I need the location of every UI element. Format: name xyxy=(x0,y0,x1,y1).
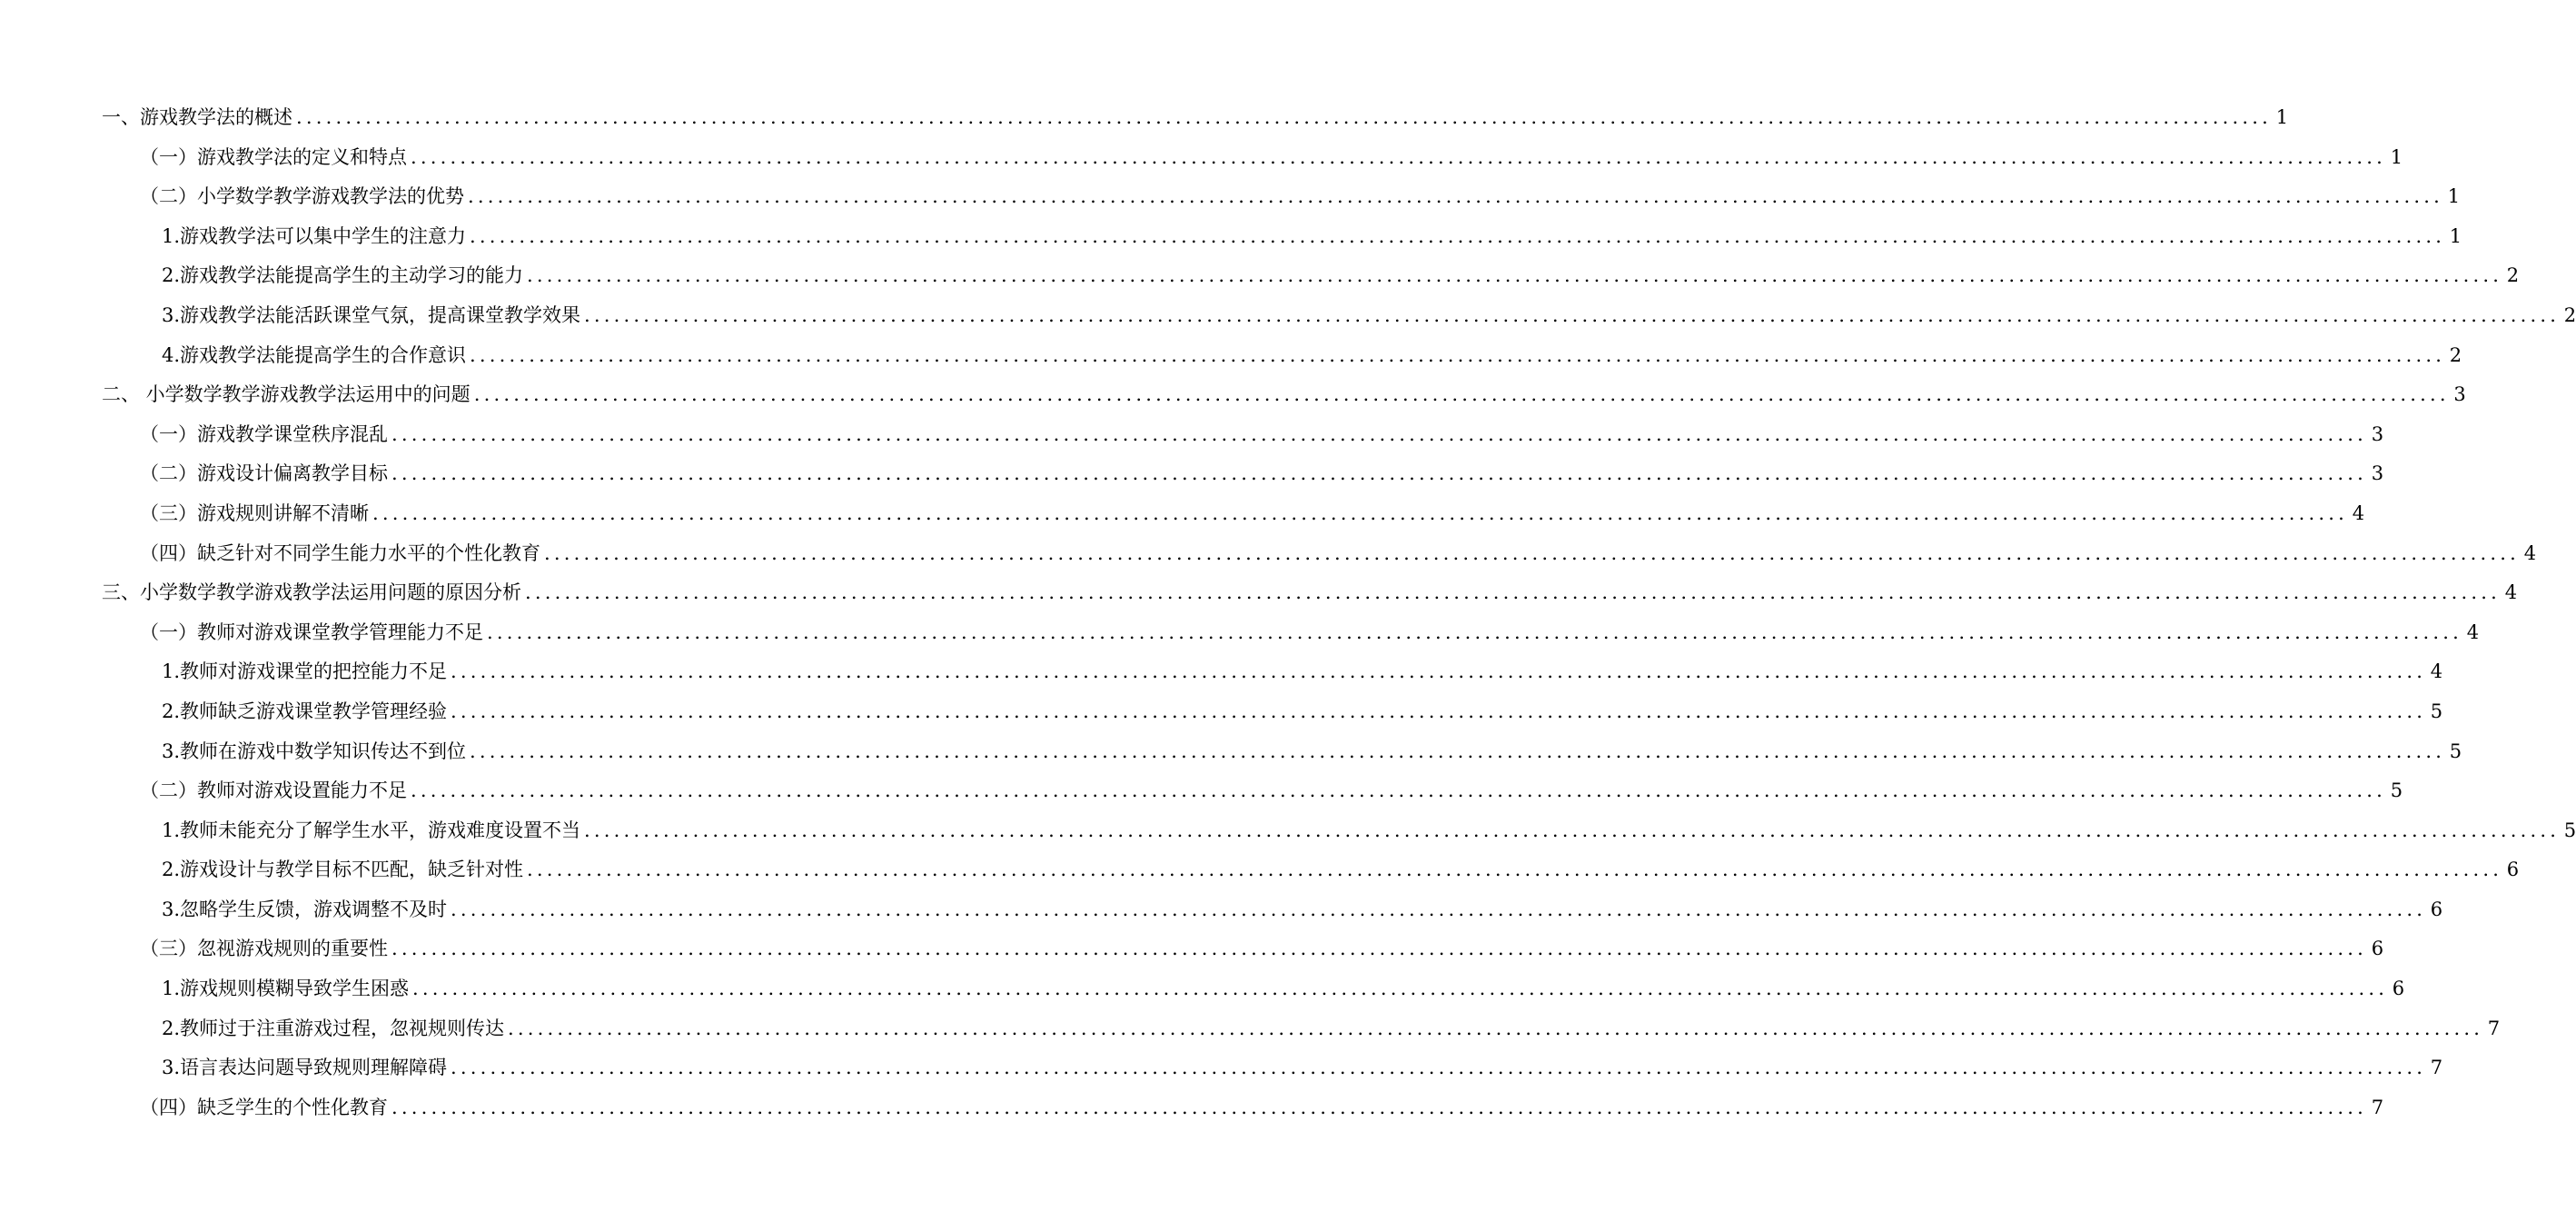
toc-entry[interactable] xyxy=(0,613,2480,653)
toc-page-number: 5 xyxy=(2390,779,2403,802)
toc-dot-leader: ........................................................................................................................................................................................................ xyxy=(391,462,2368,485)
toc-entry-title: （一）游戏教学法的定义和特点 xyxy=(140,145,407,168)
toc-entry-title: （二）小学数学教学游戏教学法的优势 xyxy=(140,185,464,208)
toc-entry[interactable] xyxy=(0,336,2462,376)
toc-entry-title: 一、游戏教学法的概述 xyxy=(102,106,292,128)
toc-page-number: 1 xyxy=(2390,145,2403,168)
toc-page-number: 3 xyxy=(2371,462,2384,485)
toc-entry[interactable] xyxy=(0,1088,2384,1128)
toc-entry-title: （一）教师对游戏课堂教学管理能力不足 xyxy=(140,620,483,643)
toc-dot-leader: ........................................................................................................................................................................................................ xyxy=(470,224,2446,247)
toc-page-number: 7 xyxy=(2487,1017,2501,1039)
toc-page-number: 6 xyxy=(2371,938,2384,960)
toc-entry[interactable] xyxy=(0,1048,2443,1088)
toc-page-number: 4 xyxy=(2430,660,2443,683)
toc-page-number: 1 xyxy=(2447,185,2461,208)
toc-dot-leader: ........................................................................................................................................................................................................ xyxy=(487,620,2463,643)
toc-entry-title: （二）游戏设计偏离教学目标 xyxy=(140,462,388,485)
toc-dot-leader: ........................................................................................................................................................................................................ xyxy=(508,1017,2484,1039)
toc-entry-title: 1.教师未能充分了解学生水平，游戏难度设置不当 xyxy=(162,819,581,841)
toc-dot-leader: ........................................................................................................................................................................................................ xyxy=(584,303,2561,326)
toc-entry[interactable] xyxy=(0,375,2466,415)
toc-entry[interactable] xyxy=(0,256,2520,296)
toc-page-number: 4 xyxy=(2504,581,2518,604)
toc-dot-leader: ........................................................................................................................................................................................................ xyxy=(451,1057,2427,1079)
toc-page-number: 5 xyxy=(2449,740,2462,762)
toc-page-number: 3 xyxy=(2453,383,2466,406)
toc-dot-leader: ........................................................................................................................................................................................................ xyxy=(391,1096,2368,1118)
toc-entry[interactable] xyxy=(0,850,2520,890)
toc-entry[interactable] xyxy=(0,534,2537,574)
toc-page-number: 1 xyxy=(2449,224,2462,247)
toc-entry[interactable] xyxy=(0,296,2576,336)
toc-entry-title: （一）游戏教学课堂秩序混乱 xyxy=(140,422,388,445)
toc-page-number: 6 xyxy=(2506,859,2520,881)
toc-entry-title: 2.游戏教学法能提高学生的主动学习的能力 xyxy=(162,264,524,287)
toc-page-number: 1 xyxy=(2275,106,2289,128)
toc-page-number: 5 xyxy=(2563,819,2576,841)
toc-page-number: 4 xyxy=(2352,501,2365,524)
toc-dot-leader: ........................................................................................................................................................................................................ xyxy=(391,422,2368,445)
toc-page-number: 4 xyxy=(2523,541,2537,564)
toc-entry-title: 2.教师缺乏游戏课堂教学管理经验 xyxy=(162,700,448,722)
toc-page-number: 7 xyxy=(2430,1057,2443,1079)
toc-entry[interactable] xyxy=(0,573,2518,613)
toc-entry-title: （三）忽视游戏规则的重要性 xyxy=(140,938,388,960)
toc-entry-title: （四）缺乏针对不同学生能力水平的个性化教育 xyxy=(140,541,540,564)
toc-dot-leader: ........................................................................................................................................................................................................ xyxy=(470,343,2446,366)
toc-entry[interactable] xyxy=(0,98,2289,138)
toc-page-number: 6 xyxy=(2430,898,2443,920)
toc-entry-title: 三、小学数学教学游戏教学法运用问题的原因分析 xyxy=(102,581,521,604)
toc-dot-leader: ........................................................................................................................................................................................................ xyxy=(525,581,2502,604)
toc-entry-title: 3.语言表达问题导致规则理解障碍 xyxy=(162,1057,448,1079)
toc-entry-title: 1.游戏规则模糊导致学生困惑 xyxy=(162,978,410,1000)
toc-entry[interactable] xyxy=(0,811,2576,851)
toc-entry[interactable] xyxy=(0,652,2443,692)
toc-dot-leader: ........................................................................................................................................................................................................ xyxy=(468,185,2444,208)
toc-entry[interactable] xyxy=(0,217,2462,257)
toc-page-number: 2 xyxy=(2449,343,2462,366)
toc-dot-leader: ........................................................................................................................................................................................................ xyxy=(372,501,2349,524)
toc-dot-leader: ........................................................................................................................................................................................................ xyxy=(412,978,2389,1000)
toc-page-number: 4 xyxy=(2466,620,2480,643)
toc-page-number: 6 xyxy=(2392,978,2405,1000)
toc-entry-title: 3.教师在游戏中数学知识传达不到位 xyxy=(162,740,467,762)
toc-dot-leader: ........................................................................................................................................................................................................ xyxy=(451,898,2427,920)
toc-entry[interactable] xyxy=(0,692,2443,732)
toc-entry[interactable] xyxy=(0,890,2443,930)
toc-entry-title: （四）缺乏学生的个性化教育 xyxy=(140,1096,388,1118)
toc-page-number: 2 xyxy=(2563,303,2576,326)
toc-page-number: 5 xyxy=(2430,700,2443,722)
toc-entry-title: 4.游戏教学法能提高学生的合作意识 xyxy=(162,343,467,366)
toc-entry-title: 3.游戏教学法能活跃课堂气氛，提高课堂教学效果 xyxy=(162,303,581,326)
toc-page-number: 7 xyxy=(2371,1096,2384,1118)
toc-dot-leader: ........................................................................................................................................................................................................ xyxy=(296,106,2273,128)
toc-entry-title: （二）教师对游戏设置能力不足 xyxy=(140,779,407,802)
table-of-contents xyxy=(0,98,2576,1127)
toc-entry[interactable] xyxy=(0,415,2384,455)
toc-entry[interactable] xyxy=(0,969,2405,1009)
toc-dot-leader: ........................................................................................................................................................................................................ xyxy=(391,938,2368,960)
toc-entry[interactable] xyxy=(0,494,2365,534)
toc-entry-title: 3.忽略学生反馈，游戏调整不及时 xyxy=(162,898,448,920)
toc-dot-leader: ........................................................................................................................................................................................................ xyxy=(470,740,2446,762)
toc-page-number: 3 xyxy=(2371,422,2384,445)
toc-page-number: 2 xyxy=(2506,264,2520,287)
toc-dot-leader: ........................................................................................................................................................................................................ xyxy=(411,145,2387,168)
toc-dot-leader: ........................................................................................................................................................................................................ xyxy=(451,660,2427,683)
toc-entry-title: 1.游戏教学法可以集中学生的注意力 xyxy=(162,224,467,247)
toc-dot-leader: ........................................................................................................................................................................................................ xyxy=(584,819,2561,841)
toc-entry-title: 2.游戏设计与教学目标不匹配，缺乏针对性 xyxy=(162,859,524,881)
toc-entry-title: 2.教师过于注重游戏过程，忽视规则传达 xyxy=(162,1017,505,1039)
toc-entry-title: 二、 小学数学教学游戏教学法运用中的问题 xyxy=(102,383,471,406)
toc-entry[interactable] xyxy=(0,1009,2501,1049)
toc-entry[interactable] xyxy=(0,177,2461,217)
toc-dot-leader: ........................................................................................................................................................................................................ xyxy=(527,859,2503,881)
toc-entry[interactable] xyxy=(0,138,2403,178)
toc-entry-title: （三）游戏规则讲解不清晰 xyxy=(140,501,369,524)
toc-entry[interactable] xyxy=(0,929,2384,969)
toc-entry[interactable] xyxy=(0,732,2462,772)
toc-entry[interactable] xyxy=(0,454,2384,494)
toc-dot-leader: ........................................................................................................................................................................................................ xyxy=(544,541,2521,564)
toc-dot-leader: ........................................................................................................................................................................................................ xyxy=(411,779,2387,802)
toc-entry-title: 1.教师对游戏课堂的把控能力不足 xyxy=(162,660,448,683)
toc-dot-leader: ........................................................................................................................................................................................................ xyxy=(451,700,2427,722)
toc-dot-leader: ........................................................................................................................................................................................................ xyxy=(473,383,2450,406)
toc-dot-leader: ........................................................................................................................................................................................................ xyxy=(527,264,2503,287)
toc-entry[interactable] xyxy=(0,771,2403,811)
